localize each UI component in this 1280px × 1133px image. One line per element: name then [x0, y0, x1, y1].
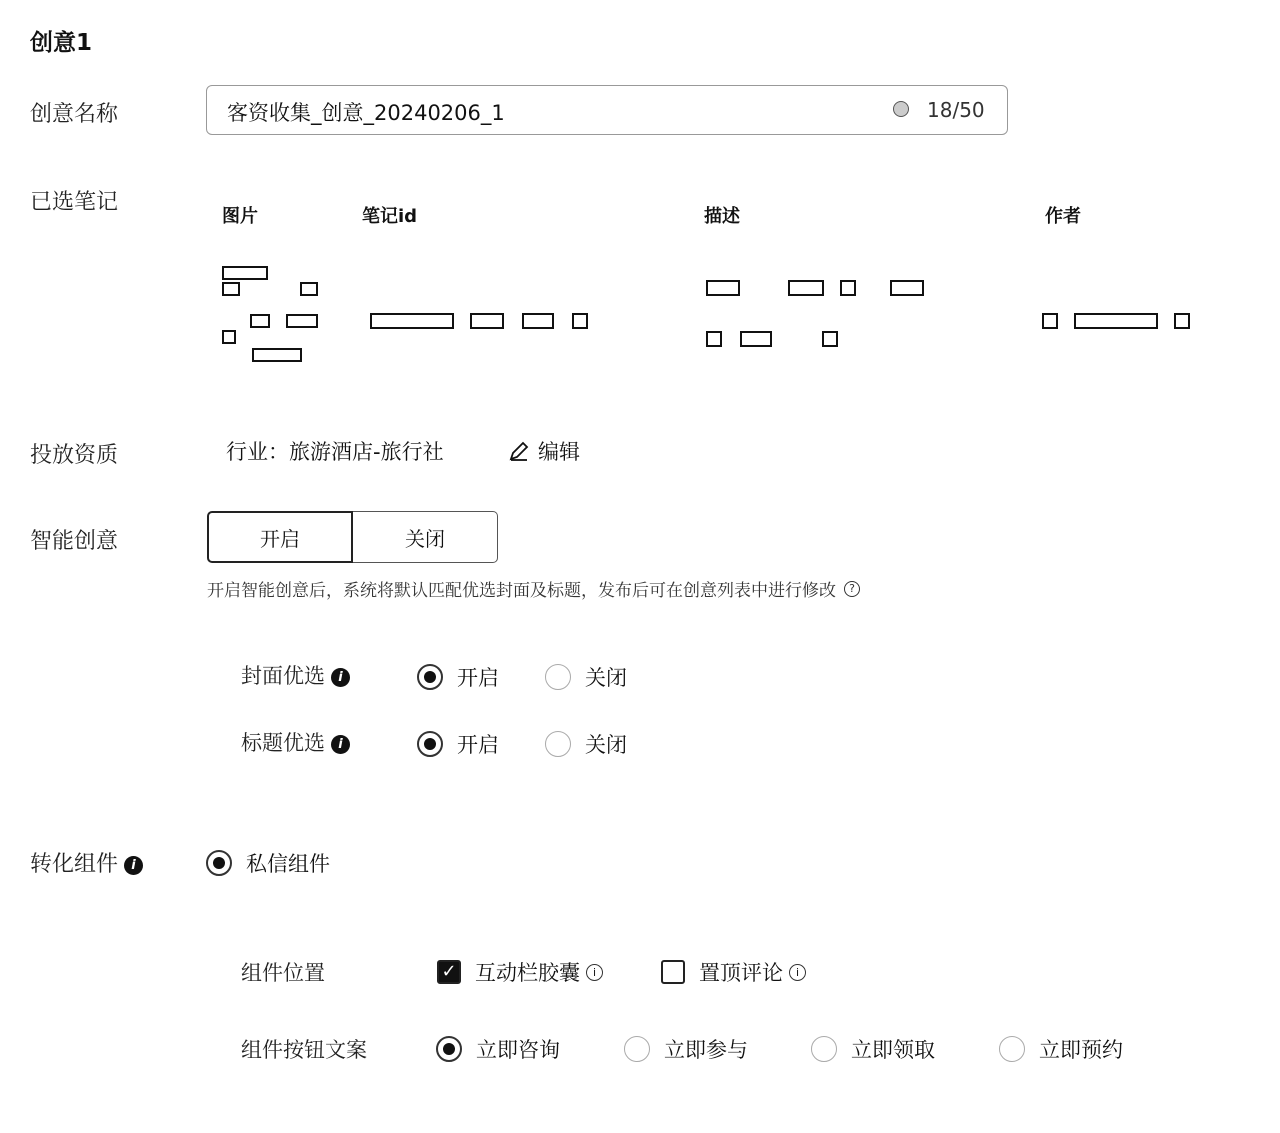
creative-name-input[interactable]: [206, 85, 1008, 135]
smart-creative-label: 智能创意: [30, 529, 119, 554]
column-header-note-id: 笔记id: [362, 206, 418, 227]
question-icon[interactable]: ?: [844, 581, 860, 597]
qualification-label: 投放资质: [30, 443, 119, 468]
info-icon[interactable]: i: [586, 964, 603, 981]
info-icon[interactable]: i: [124, 856, 143, 875]
smart-creative-off-button[interactable]: 关闭: [353, 511, 498, 563]
title-optimization-on-radio[interactable]: 开启: [417, 729, 499, 759]
conversion-component-label: 转化组件 i: [30, 847, 143, 878]
column-header-image: 图片: [222, 206, 258, 227]
button-text-claim-radio[interactable]: 立即领取: [811, 1034, 935, 1064]
info-icon[interactable]: i: [789, 964, 806, 981]
checkbox-checked-icon: ✓: [437, 960, 461, 984]
radio-selected-icon: [417, 731, 443, 757]
column-header-author: 作者: [1045, 206, 1081, 227]
radio-unselected-icon: [545, 664, 571, 690]
radio-selected-icon: [206, 850, 232, 876]
note-description-redacted: [704, 280, 954, 350]
button-text-reserve-radio[interactable]: 立即预约: [999, 1034, 1123, 1064]
selected-notes-label: 已选笔记: [30, 190, 119, 215]
radio-selected-icon: [417, 664, 443, 690]
cover-optimization-on-radio[interactable]: 开启: [417, 662, 499, 692]
checkbox-unchecked-icon: [661, 960, 685, 984]
edit-label: 编辑: [538, 440, 580, 464]
hint-text: 开启智能创意后，系统将默认匹配优选封面及标题，发布后可在创意列表中进行修改: [207, 581, 836, 601]
radio-unselected-icon: [811, 1036, 837, 1062]
edit-qualification-button[interactable]: [508, 436, 580, 466]
creative-name-value: 客资收集_创意_20240206_1: [227, 101, 505, 125]
smart-creative-on-button[interactable]: 开启: [207, 511, 353, 563]
radio-unselected-icon: [624, 1036, 650, 1062]
note-author-redacted: [1040, 313, 1200, 331]
info-icon[interactable]: i: [331, 735, 350, 754]
info-icon[interactable]: i: [331, 668, 350, 687]
button-text-label: 组件按钮文案: [241, 1038, 367, 1062]
radio-selected-icon: [436, 1036, 462, 1062]
component-position-label: 组件位置: [241, 961, 325, 985]
cover-optimization-off-radio[interactable]: 关闭: [545, 662, 627, 692]
qualification-value: 行业：旅游酒店-旅行社: [226, 440, 444, 464]
position-interaction-capsule-checkbox[interactable]: ✓ 互动栏胶囊 i: [437, 957, 603, 987]
pencil-icon: [508, 440, 530, 462]
radio-unselected-icon: [999, 1036, 1025, 1062]
title-optimization-label: 标题优选 i: [241, 727, 350, 757]
clear-icon[interactable]: [893, 101, 909, 117]
creative-name-label: 创意名称: [30, 102, 119, 127]
cover-optimization-label: 封面优选 i: [241, 660, 350, 690]
column-header-description: 描述: [704, 206, 740, 227]
note-id-redacted: [370, 313, 630, 331]
position-pinned-comment-checkbox[interactable]: 置顶评论 i: [661, 957, 806, 987]
creative-title: 创意1: [30, 30, 93, 56]
title-optimization-off-radio[interactable]: 关闭: [545, 729, 627, 759]
note-thumbnail-image[interactable]: [220, 264, 320, 364]
smart-creative-hint: [207, 576, 860, 601]
button-text-join-radio[interactable]: 立即参与: [624, 1034, 748, 1064]
private-message-component-radio[interactable]: 私信组件: [206, 848, 330, 878]
button-text-consult-radio[interactable]: 立即咨询: [436, 1034, 560, 1064]
radio-unselected-icon: [545, 731, 571, 757]
char-counter: 18/50: [927, 98, 985, 122]
